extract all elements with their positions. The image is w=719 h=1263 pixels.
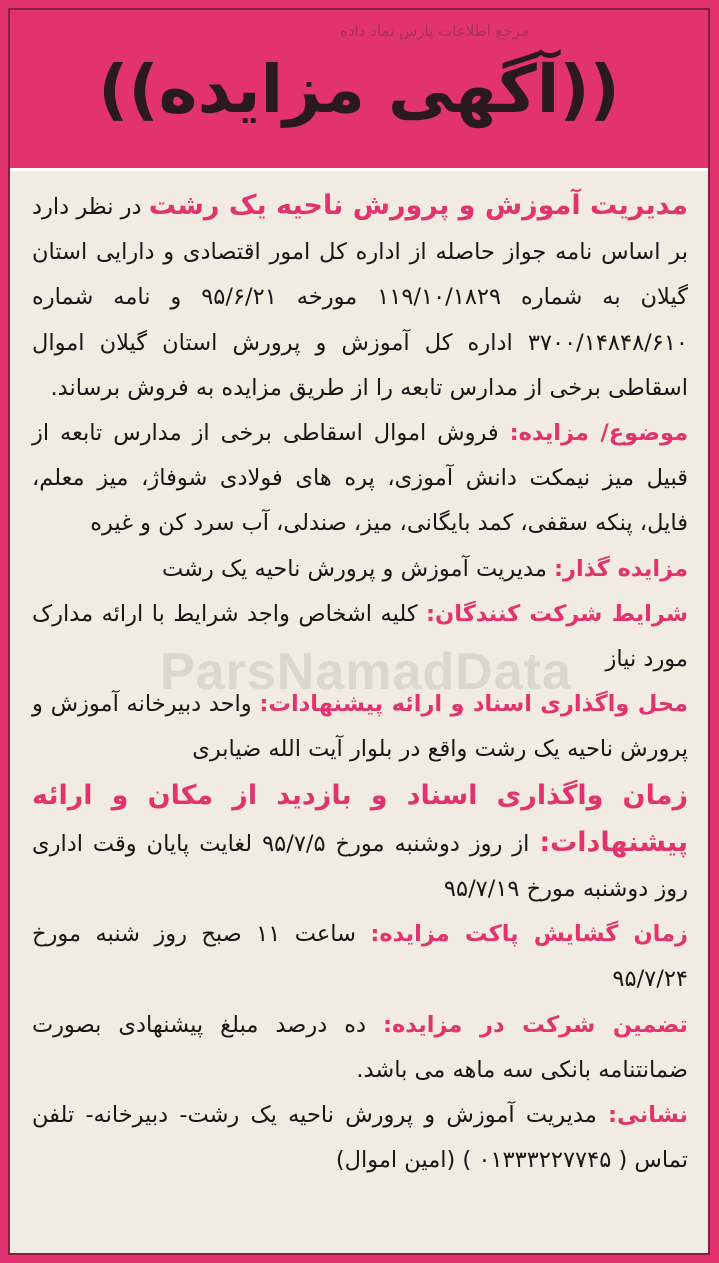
time-text: از روز دوشنبه مورخ ۹۵/۷/۵ لغایت پایان وقت اداری روز دوشنبه مورخ ۹۵/۷/۱۹ <box>32 830 688 903</box>
location-label: محل واگذاری اسناد و ارائه پیشنهادات: <box>259 691 688 718</box>
opening-paragraph <box>32 912 688 1002</box>
subject-paragraph <box>32 411 688 547</box>
watermark-brand: ParsNamadData <box>160 643 572 701</box>
address-paragraph <box>32 1093 688 1183</box>
subject-label: موضوع/ مزایده: <box>509 420 689 447</box>
notice-title: ((آگهی مزایده)) <box>98 50 620 128</box>
address-text: مدیریت آموزش و پرورش ناحیه یک رشت- دبیرخانه- تلفن تماس ( ۰۱۳۳۳۲۲۷۷۴۵ ) (امین اموال) <box>32 1102 688 1174</box>
location-text: واحد دبیرخانه آموزش و پرورش ناحیه یک رشت واقع در بلوار آیت الله ضیابری <box>32 691 688 763</box>
guarantee-label: تضمین شرکت در مزایده: <box>382 1011 688 1038</box>
conditions-label: شرایط شرکت کنندگان: <box>426 600 688 627</box>
auctioneer-label: مزایده گذار: <box>554 555 688 582</box>
opening-text: ساعت ۱۱ صبح روز شنبه مورخ ۹۵/۷/۲۴ <box>32 921 688 993</box>
auctioneer-paragraph <box>32 547 688 592</box>
watermark-tagline: مرجع اطلاعات پارس نماد داده <box>340 22 530 40</box>
auctioneer-text: مدیریت آموزش و پرورش ناحیه یک رشت <box>161 555 555 582</box>
subject-text: فروش اموال اسقاطی برخی از مدارس تابعه از قبیل میز نیمکت دانش آموزی، پره های فولادی شوفاژ، میز معلم، فایل، پنکه سقفی، کمد بایگانی، میز، صندلی، آب سرد کن و غیره <box>32 420 688 537</box>
notice-panel <box>8 8 710 1255</box>
location-paragraph <box>32 682 688 772</box>
notice-body <box>10 171 708 1183</box>
time-label: زمان واگذاری اسناد و بازدید از مکان و ارائه پیشنهادات: <box>32 779 688 858</box>
address-label: نشانی: <box>607 1102 688 1129</box>
intro-text: در نظر دارد بر اساس نامه جواز حاصله از اداره کل امور اقتصادی و دارایی استان گیلان به شماره ۱۱۹/۱۰/۱۸۲۹ مورخه ۹۵/۶/۲۱ و نامه شماره ۳۷۰۰/۱۴۸۴۸/۶۱۰ اداره کل آموزش و پرورش استان گیلان اموال اسقاطی برخی از مدارس تابعه را از طریق مزایده به فروش برساند. <box>32 194 688 401</box>
conditions-paragraph <box>32 592 688 682</box>
opening-label: زمان گشایش پاکت مزایده: <box>370 921 688 948</box>
conditions-text: کلیه اشخاص واجد شرایط با ارائه مدارک مورد نیاز <box>32 600 688 673</box>
time-paragraph <box>32 773 688 913</box>
intro-paragraph <box>32 183 688 411</box>
guarantee-paragraph <box>32 1003 688 1093</box>
title-band <box>10 10 708 171</box>
guarantee-text: ده درصد مبلغ پیشنهادی بصورت ضمانتنامه بانکی سه ماهه می باشد. <box>32 1011 688 1083</box>
intro-org: مدیریت آموزش و پرورش ناحیه یک رشت <box>148 190 688 221</box>
